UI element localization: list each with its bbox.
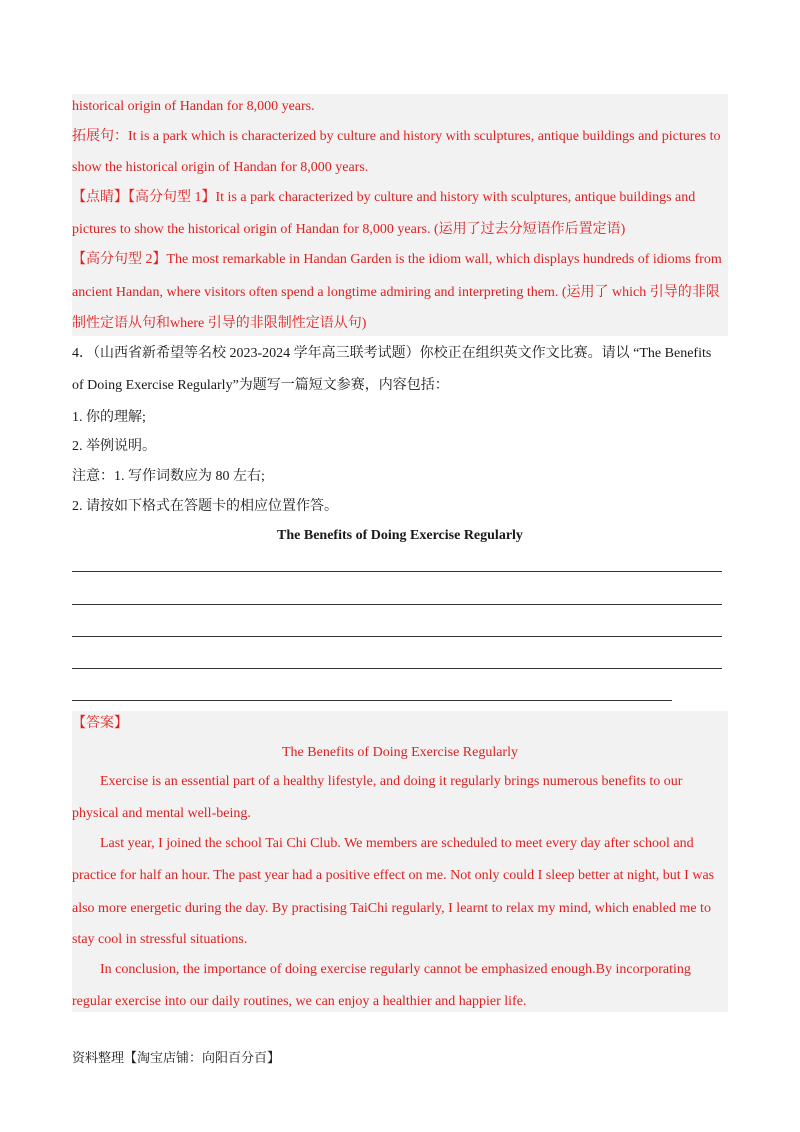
writing-line [72, 668, 722, 669]
top-line-1: historical origin of Handan for 8,000 years. [72, 99, 315, 114]
highlight-pattern-2: 【高分句型 2】The most remarkable in Handan Garden is the idiom wall, which displays hundreds of idioms from [72, 252, 722, 267]
answer-paragraph-2-line-4: stay cool in stressful situations. [72, 932, 248, 947]
question-item-1: 1. 你的理解; [72, 410, 146, 425]
writing-line [72, 604, 722, 605]
answer-paragraph-2-line-3: also more energetic during the day. By practising TaiChi regularly, I learnt to relax my mind, which enabled me to [72, 901, 711, 916]
answer-paragraph-1-line-1: Exercise is an essential part of a healthy lifestyle, and doing it regularly brings numerous benefits to our [100, 774, 683, 789]
answer-paragraph-3-line-2: regular exercise into our daily routines, we can enjoy a healthier and happier life. [72, 994, 527, 1009]
question-note-1: 注意：1. 写作词数应为 80 左右; [72, 469, 265, 484]
top-line-8: 制性定语从句和where 引导的非限制性定语从句) [72, 316, 367, 331]
answer-paragraph-1-line-2: physical and mental well-being. [72, 806, 251, 821]
writing-line [72, 700, 672, 701]
top-line-7: ancient Handan, where visitors often spend a longtime admiring and interpreting them. (运用了 which 引导的非限 [72, 285, 720, 300]
question-note-2: 2. 请按如下格式在答题卡的相应位置作答。 [72, 499, 338, 514]
answer-label: 【答案】 [72, 716, 128, 731]
top-line-3: show the historical origin of Handan for 8,000 years. [72, 160, 369, 175]
question-line-2: of Doing Exercise Regularly”为题写一篇短文参赛，内容包括： [72, 378, 449, 393]
question-line-1: 4．（山西省新希望等名校 2023-2024 学年高三联考试题）你校正在组织英文作文比赛。请以 “The Benefits [72, 346, 712, 361]
answer-paragraph-3-line-1: In conclusion, the importance of doing exercise regularly cannot be emphasized enough.By incorporating [100, 962, 691, 977]
highlight-pattern-1: 【点睛】【高分句型 1】It is a park characterized by culture and history with sculptures, antique buildings and [72, 190, 696, 205]
answer-title: The Benefits of Doing Exercise Regularly [282, 745, 518, 760]
extended-sentence: 拓展句：It is a park which is characterized by culture and history with sculptures, antique buildings and pictures to [72, 129, 721, 144]
answer-paragraph-2-line-1: Last year, I joined the school Tai Chi Club. We members are scheduled to meet every day after school and [100, 836, 694, 851]
footer-text: 资料整理【淘宝店铺：向阳百分百】 [72, 1050, 281, 1065]
essay-title: The Benefits of Doing Exercise Regularly [277, 528, 523, 543]
question-item-2: 2. 举例说明。 [72, 439, 156, 454]
answer-paragraph-2-line-2: practice for half an hour. The past year had a positive effect on me. Not only could I sleep better at night, but I was [72, 868, 715, 883]
top-line-5: pictures to show the historical origin of Handan for 8,000 years. (运用了过去分短语作后置定语) [72, 222, 626, 237]
writing-line [72, 636, 722, 637]
writing-line [72, 571, 722, 572]
